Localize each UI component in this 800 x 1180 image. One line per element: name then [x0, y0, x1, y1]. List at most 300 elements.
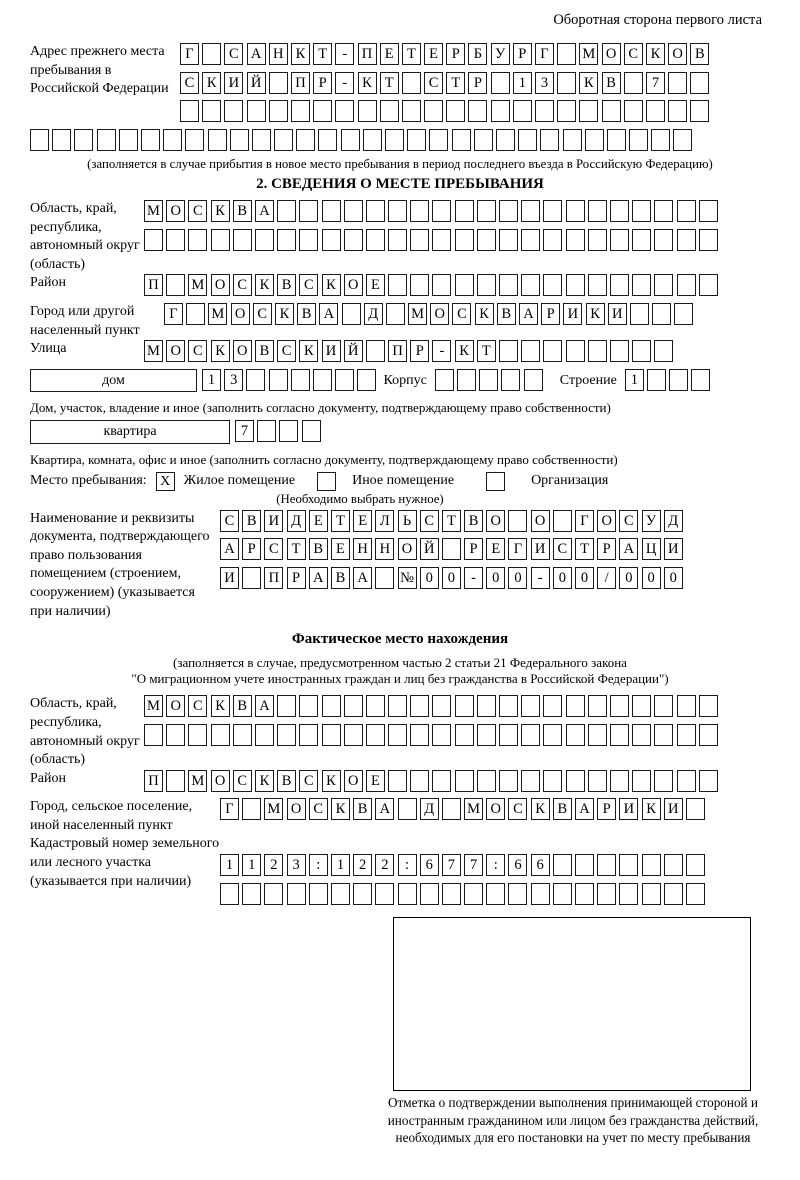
char-cell[interactable]: 0 — [619, 567, 638, 589]
char-cell[interactable]: 1 — [331, 854, 350, 876]
char-cell[interactable] — [632, 200, 651, 222]
char-cell[interactable] — [402, 100, 421, 122]
char-cell[interactable] — [202, 43, 221, 65]
char-cell[interactable] — [632, 274, 651, 296]
char-cell[interactable]: В — [255, 340, 274, 362]
char-cell[interactable] — [588, 200, 607, 222]
char-cell[interactable]: А — [353, 567, 372, 589]
char-cell[interactable] — [357, 369, 376, 391]
char-cell[interactable]: О — [211, 274, 230, 296]
char-cell[interactable] — [668, 100, 687, 122]
char-cell[interactable] — [432, 274, 451, 296]
char-cell[interactable]: К — [291, 43, 310, 65]
char-cell[interactable]: П — [358, 43, 377, 65]
char-cell[interactable]: Р — [410, 340, 429, 362]
char-cell[interactable]: С — [508, 798, 527, 820]
char-cell[interactable]: В — [602, 72, 621, 94]
char-cell[interactable]: Т — [477, 340, 496, 362]
char-cell[interactable] — [553, 854, 572, 876]
char-cell[interactable]: Т — [331, 510, 350, 532]
char-cell[interactable] — [366, 695, 385, 717]
char-cell[interactable] — [402, 72, 421, 94]
char-cell[interactable] — [677, 695, 696, 717]
char-cell[interactable] — [257, 420, 276, 442]
char-cell[interactable]: 1 — [220, 854, 239, 876]
char-cell[interactable]: Л — [375, 510, 394, 532]
char-cell[interactable] — [242, 883, 261, 905]
char-cell[interactable] — [508, 510, 527, 532]
char-cell[interactable]: Р — [513, 43, 532, 65]
char-cell[interactable]: Р — [541, 303, 560, 325]
char-cell[interactable] — [74, 129, 93, 151]
char-cell[interactable]: Е — [366, 770, 385, 792]
char-cell[interactable]: Й — [344, 340, 363, 362]
char-cell[interactable]: К — [255, 770, 274, 792]
char-cell[interactable] — [652, 303, 671, 325]
char-cell[interactable]: 0 — [442, 567, 461, 589]
char-cell[interactable] — [619, 854, 638, 876]
char-cell[interactable] — [313, 369, 332, 391]
char-cell[interactable] — [52, 129, 71, 151]
char-cell[interactable]: О — [597, 510, 616, 532]
char-cell[interactable]: О — [486, 798, 505, 820]
char-cell[interactable] — [410, 274, 429, 296]
char-cell[interactable]: Т — [380, 72, 399, 94]
char-cell[interactable] — [602, 100, 621, 122]
char-cell[interactable]: Е — [353, 510, 372, 532]
char-cell[interactable] — [166, 274, 185, 296]
char-cell[interactable]: И — [264, 510, 283, 532]
char-cell[interactable] — [477, 724, 496, 746]
char-cell[interactable] — [432, 724, 451, 746]
char-cell[interactable] — [166, 229, 185, 251]
char-cell[interactable] — [233, 724, 252, 746]
char-cell[interactable]: А — [309, 567, 328, 589]
char-cell[interactable]: № — [398, 567, 417, 589]
char-cell[interactable]: А — [619, 538, 638, 560]
char-cell[interactable] — [455, 229, 474, 251]
char-cell[interactable]: 7 — [464, 854, 483, 876]
char-cell[interactable] — [188, 724, 207, 746]
char-cell[interactable] — [677, 724, 696, 746]
char-cell[interactable] — [353, 883, 372, 905]
char-cell[interactable] — [335, 369, 354, 391]
char-cell[interactable]: 0 — [508, 567, 527, 589]
char-cell[interactable] — [366, 229, 385, 251]
char-cell[interactable]: П — [144, 770, 163, 792]
char-cell[interactable] — [277, 695, 296, 717]
char-cell[interactable] — [543, 724, 562, 746]
char-cell[interactable]: С — [188, 695, 207, 717]
char-cell[interactable] — [543, 695, 562, 717]
char-cell[interactable]: : — [309, 854, 328, 876]
char-cell[interactable]: Г — [575, 510, 594, 532]
char-cell[interactable]: В — [331, 567, 350, 589]
char-cell[interactable] — [468, 100, 487, 122]
char-cell[interactable]: О — [531, 510, 550, 532]
char-cell[interactable] — [610, 229, 629, 251]
char-cell[interactable] — [464, 883, 483, 905]
char-cell[interactable] — [624, 100, 643, 122]
char-cell[interactable] — [630, 303, 649, 325]
char-cell[interactable] — [446, 100, 465, 122]
char-cell[interactable]: Е — [309, 510, 328, 532]
char-cell[interactable]: Р — [313, 72, 332, 94]
char-cell[interactable] — [566, 229, 585, 251]
char-cell[interactable] — [344, 200, 363, 222]
char-cell[interactable]: 7 — [235, 420, 254, 442]
char-cell[interactable] — [486, 883, 505, 905]
char-cell[interactable]: И — [608, 303, 627, 325]
char-cell[interactable]: С — [424, 72, 443, 94]
char-cell[interactable] — [677, 229, 696, 251]
char-cell[interactable] — [269, 369, 288, 391]
char-cell[interactable] — [410, 229, 429, 251]
char-cell[interactable]: В — [553, 798, 572, 820]
char-cell[interactable] — [654, 695, 673, 717]
char-cell[interactable] — [629, 129, 648, 151]
char-cell[interactable]: В — [353, 798, 372, 820]
char-cell[interactable] — [610, 724, 629, 746]
char-cell[interactable]: О — [344, 274, 363, 296]
char-cell[interactable] — [410, 770, 429, 792]
char-cell[interactable]: Р — [597, 798, 616, 820]
char-cell[interactable] — [588, 770, 607, 792]
char-cell[interactable] — [358, 100, 377, 122]
char-cell[interactable]: С — [233, 770, 252, 792]
char-cell[interactable]: А — [375, 798, 394, 820]
checkbox-organization[interactable] — [486, 472, 505, 491]
char-cell[interactable]: С — [224, 43, 243, 65]
char-cell[interactable] — [299, 695, 318, 717]
char-cell[interactable]: В — [242, 510, 261, 532]
char-cell[interactable]: О — [166, 340, 185, 362]
char-cell[interactable]: М — [144, 695, 163, 717]
char-cell[interactable] — [180, 100, 199, 122]
char-cell[interactable] — [233, 229, 252, 251]
char-cell[interactable] — [632, 770, 651, 792]
char-cell[interactable] — [654, 229, 673, 251]
char-cell[interactable] — [610, 695, 629, 717]
char-cell[interactable]: 0 — [642, 567, 661, 589]
char-cell[interactable] — [432, 229, 451, 251]
char-cell[interactable] — [499, 770, 518, 792]
char-cell[interactable]: 1 — [202, 369, 221, 391]
char-cell[interactable] — [208, 129, 227, 151]
char-cell[interactable] — [163, 129, 182, 151]
char-cell[interactable]: Т — [287, 538, 306, 560]
char-cell[interactable] — [141, 129, 160, 151]
char-cell[interactable] — [398, 798, 417, 820]
char-cell[interactable] — [119, 129, 138, 151]
char-cell[interactable] — [388, 724, 407, 746]
char-cell[interactable] — [318, 129, 337, 151]
char-cell[interactable] — [442, 538, 461, 560]
char-cell[interactable]: Р — [287, 567, 306, 589]
char-cell[interactable]: К — [202, 72, 221, 94]
char-cell[interactable] — [455, 770, 474, 792]
char-cell[interactable]: В — [297, 303, 316, 325]
char-cell[interactable] — [344, 229, 363, 251]
char-cell[interactable]: - — [531, 567, 550, 589]
char-cell[interactable]: А — [575, 798, 594, 820]
char-cell[interactable] — [651, 129, 670, 151]
char-cell[interactable] — [588, 274, 607, 296]
char-cell[interactable] — [398, 883, 417, 905]
char-cell[interactable]: 1 — [513, 72, 532, 94]
char-cell[interactable]: В — [464, 510, 483, 532]
char-cell[interactable] — [521, 229, 540, 251]
char-cell[interactable] — [242, 798, 261, 820]
char-cell[interactable]: О — [486, 510, 505, 532]
char-cell[interactable] — [144, 724, 163, 746]
char-cell[interactable]: П — [388, 340, 407, 362]
char-cell[interactable]: К — [586, 303, 605, 325]
char-cell[interactable]: М — [208, 303, 227, 325]
char-cell[interactable]: Д — [364, 303, 383, 325]
char-cell[interactable] — [588, 724, 607, 746]
char-cell[interactable]: В — [233, 695, 252, 717]
char-cell[interactable] — [388, 274, 407, 296]
char-cell[interactable] — [597, 883, 616, 905]
char-cell[interactable] — [211, 229, 230, 251]
char-cell[interactable]: И — [531, 538, 550, 560]
char-cell[interactable]: 1 — [242, 854, 261, 876]
char-cell[interactable] — [501, 369, 520, 391]
char-cell[interactable] — [677, 200, 696, 222]
char-cell[interactable] — [186, 303, 205, 325]
char-cell[interactable]: М — [144, 340, 163, 362]
char-cell[interactable] — [474, 129, 493, 151]
char-cell[interactable] — [188, 229, 207, 251]
char-cell[interactable]: К — [275, 303, 294, 325]
char-cell[interactable]: А — [247, 43, 266, 65]
char-cell[interactable] — [322, 724, 341, 746]
char-cell[interactable] — [543, 274, 562, 296]
char-cell[interactable] — [420, 883, 439, 905]
char-cell[interactable]: К — [255, 274, 274, 296]
checkbox-residential[interactable]: X — [156, 472, 175, 491]
char-cell[interactable] — [432, 200, 451, 222]
char-cell[interactable] — [380, 100, 399, 122]
char-cell[interactable] — [277, 200, 296, 222]
char-cell[interactable] — [699, 200, 718, 222]
char-cell[interactable]: П — [291, 72, 310, 94]
char-cell[interactable]: - — [335, 72, 354, 94]
char-cell[interactable]: К — [646, 43, 665, 65]
char-cell[interactable]: У — [642, 510, 661, 532]
char-cell[interactable]: К — [322, 770, 341, 792]
char-cell[interactable]: 0 — [486, 567, 505, 589]
char-cell[interactable]: К — [299, 340, 318, 362]
char-cell[interactable] — [291, 369, 310, 391]
char-cell[interactable]: О — [287, 798, 306, 820]
char-cell[interactable]: С — [220, 510, 239, 532]
char-cell[interactable]: О — [231, 303, 250, 325]
char-cell[interactable]: С — [264, 538, 283, 560]
char-cell[interactable] — [508, 883, 527, 905]
char-cell[interactable] — [313, 100, 332, 122]
char-cell[interactable]: О — [430, 303, 449, 325]
char-cell[interactable] — [521, 770, 540, 792]
char-cell[interactable]: В — [233, 200, 252, 222]
char-cell[interactable] — [588, 695, 607, 717]
char-cell[interactable]: М — [188, 770, 207, 792]
char-cell[interactable]: 2 — [264, 854, 283, 876]
char-cell[interactable] — [686, 883, 705, 905]
char-cell[interactable] — [375, 567, 394, 589]
char-cell[interactable] — [664, 883, 683, 905]
char-cell[interactable]: С — [253, 303, 272, 325]
char-cell[interactable] — [654, 274, 673, 296]
char-cell[interactable]: М — [144, 200, 163, 222]
char-cell[interactable] — [30, 129, 49, 151]
char-cell[interactable]: К — [455, 340, 474, 362]
char-cell[interactable] — [457, 369, 476, 391]
char-cell[interactable]: В — [277, 274, 296, 296]
char-cell[interactable]: 2 — [353, 854, 372, 876]
char-cell[interactable]: А — [319, 303, 338, 325]
char-cell[interactable]: 0 — [664, 567, 683, 589]
char-cell[interactable]: Е — [486, 538, 505, 560]
char-cell[interactable]: К — [642, 798, 661, 820]
char-cell[interactable] — [479, 369, 498, 391]
char-cell[interactable] — [322, 200, 341, 222]
char-cell[interactable] — [299, 724, 318, 746]
char-cell[interactable] — [410, 695, 429, 717]
char-cell[interactable] — [597, 854, 616, 876]
char-cell[interactable]: 6 — [508, 854, 527, 876]
char-cell[interactable]: 2 — [375, 854, 394, 876]
char-cell[interactable] — [424, 100, 443, 122]
char-cell[interactable] — [531, 883, 550, 905]
char-cell[interactable] — [543, 340, 562, 362]
char-cell[interactable] — [388, 770, 407, 792]
char-cell[interactable] — [477, 274, 496, 296]
char-cell[interactable] — [299, 229, 318, 251]
char-cell[interactable]: Е — [331, 538, 350, 560]
char-cell[interactable]: К — [531, 798, 550, 820]
char-cell[interactable]: В — [690, 43, 709, 65]
char-cell[interactable]: Н — [353, 538, 372, 560]
char-cell[interactable]: М — [264, 798, 283, 820]
char-cell[interactable] — [521, 724, 540, 746]
char-cell[interactable] — [499, 340, 518, 362]
char-cell[interactable] — [699, 274, 718, 296]
char-cell[interactable] — [309, 883, 328, 905]
char-cell[interactable] — [575, 854, 594, 876]
char-cell[interactable]: Г — [164, 303, 183, 325]
char-cell[interactable] — [442, 883, 461, 905]
char-cell[interactable] — [344, 724, 363, 746]
char-cell[interactable]: Д — [287, 510, 306, 532]
char-cell[interactable]: 6 — [420, 854, 439, 876]
char-cell[interactable]: С — [452, 303, 471, 325]
char-cell[interactable]: Н — [269, 43, 288, 65]
char-cell[interactable] — [632, 340, 651, 362]
char-cell[interactable]: С — [180, 72, 199, 94]
char-cell[interactable]: Г — [508, 538, 527, 560]
char-cell[interactable]: 7 — [442, 854, 461, 876]
char-cell[interactable]: С — [309, 798, 328, 820]
char-cell[interactable] — [690, 100, 709, 122]
char-cell[interactable] — [166, 770, 185, 792]
char-cell[interactable]: И — [220, 567, 239, 589]
char-cell[interactable] — [524, 369, 543, 391]
char-cell[interactable]: В — [309, 538, 328, 560]
char-cell[interactable]: О — [211, 770, 230, 792]
char-cell[interactable]: 7 — [646, 72, 665, 94]
char-cell[interactable] — [246, 369, 265, 391]
char-cell[interactable]: Т — [313, 43, 332, 65]
char-cell[interactable]: 1 — [625, 369, 644, 391]
char-cell[interactable]: Н — [375, 538, 394, 560]
char-cell[interactable]: - — [432, 340, 451, 362]
char-cell[interactable] — [385, 129, 404, 151]
char-cell[interactable]: С — [188, 340, 207, 362]
char-cell[interactable] — [691, 369, 710, 391]
char-cell[interactable]: М — [188, 274, 207, 296]
char-cell[interactable]: Р — [464, 538, 483, 560]
char-cell[interactable] — [366, 200, 385, 222]
char-cell[interactable] — [699, 229, 718, 251]
char-cell[interactable]: К — [331, 798, 350, 820]
char-cell[interactable] — [642, 883, 661, 905]
char-cell[interactable] — [185, 129, 204, 151]
char-cell[interactable] — [543, 770, 562, 792]
char-cell[interactable] — [242, 567, 261, 589]
char-cell[interactable]: К — [358, 72, 377, 94]
char-cell[interactable] — [410, 724, 429, 746]
char-cell[interactable]: / — [597, 567, 616, 589]
char-cell[interactable] — [491, 72, 510, 94]
char-cell[interactable] — [553, 883, 572, 905]
char-cell[interactable] — [429, 129, 448, 151]
char-cell[interactable] — [566, 724, 585, 746]
char-cell[interactable]: И — [322, 340, 341, 362]
char-cell[interactable]: С — [299, 274, 318, 296]
char-cell[interactable] — [477, 770, 496, 792]
char-cell[interactable]: : — [486, 854, 505, 876]
char-cell[interactable] — [647, 369, 666, 391]
char-cell[interactable] — [166, 724, 185, 746]
char-cell[interactable]: Т — [402, 43, 421, 65]
char-cell[interactable] — [677, 770, 696, 792]
char-cell[interactable] — [610, 274, 629, 296]
char-cell[interactable] — [521, 695, 540, 717]
char-cell[interactable]: 0 — [420, 567, 439, 589]
char-cell[interactable] — [455, 274, 474, 296]
char-cell[interactable]: М — [579, 43, 598, 65]
char-cell[interactable]: К — [211, 695, 230, 717]
char-cell[interactable]: 0 — [553, 567, 572, 589]
char-cell[interactable]: П — [144, 274, 163, 296]
char-cell[interactable] — [432, 695, 451, 717]
char-cell[interactable] — [699, 770, 718, 792]
char-cell[interactable]: А — [519, 303, 538, 325]
char-cell[interactable] — [477, 200, 496, 222]
char-cell[interactable] — [610, 770, 629, 792]
char-cell[interactable] — [588, 229, 607, 251]
char-cell[interactable] — [673, 129, 692, 151]
char-cell[interactable]: Б — [468, 43, 487, 65]
char-cell[interactable] — [610, 200, 629, 222]
char-cell[interactable] — [97, 129, 116, 151]
char-cell[interactable] — [518, 129, 537, 151]
char-cell[interactable]: Т — [442, 510, 461, 532]
char-cell[interactable] — [610, 340, 629, 362]
char-cell[interactable]: Д — [664, 510, 683, 532]
